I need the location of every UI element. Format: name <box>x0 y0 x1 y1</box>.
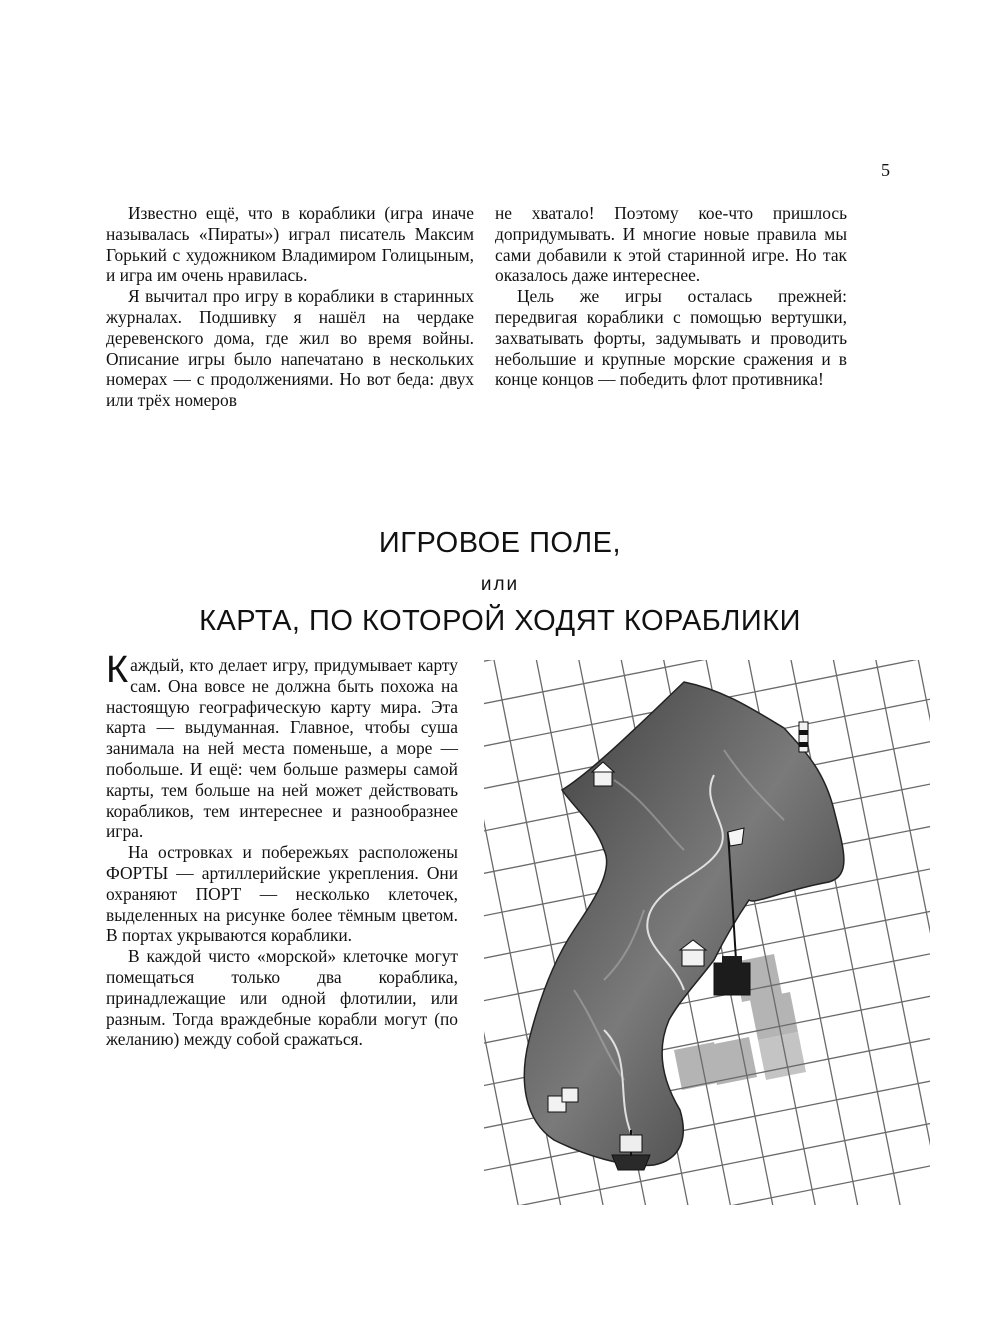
paragraph: Известно ещё, что в кораблики (игра иначе называлась «Пираты») играл писатель Максим Горький с художником Владимиром Голицыным, и игра им очень нравилась. <box>106 203 474 286</box>
paragraph: В каждой чисто «морской» клеточке могут помещаться только два кораблика, принадлежащие или одной флотилии, или разным. Тогда враждебные корабли могут (по желанию) между собой сражаться. <box>106 946 458 1050</box>
section-title: ИГРОВОЕ ПОЛЕ, <box>378 527 622 559</box>
paragraph: Я вычитал про игру в кораблики в старинных журналах. Подшивку я нашёл на чердаке деревенского дома, где жил во время войны. Описание игры было напечатано в нескольких номерах — с продолжениями. Но вот беда: двух или трёх номеров <box>106 286 474 411</box>
paragraph: На островках и побережьях расположены ФОРТЫ — артиллерийские укрепления. Они охраняют ПОРТ — несколько клеточек, выделенных на рисунке более тёмным цветом. В портах укрываются кораблики. <box>106 842 458 946</box>
section-subtitle: КАРТА, ПО КОТОРОЙ ХОДЯТ КОРАБЛИКИ <box>199 605 801 637</box>
top-left-column <box>106 203 474 411</box>
paragraph: не хватало! Поэтому кое-что пришлось допридумывать. И многие новые правила мы сами добавили к этой старинной игре. Но так оказалось даже интереснее. <box>495 203 847 286</box>
lighthouse-icon <box>799 722 808 752</box>
top-right-column <box>495 203 847 390</box>
bottom-left-column <box>106 649 458 1050</box>
paragraph <box>106 649 458 842</box>
section-title-connector: или <box>480 574 520 595</box>
paragraph: Цель же игры осталась прежней: передвигая кораблики с помощью вертушки, захватывать форты, задумывать и проводить небольшие и крупные морские сражения и в конце концов — победить флот противника! <box>495 286 847 390</box>
game-map-illustration <box>484 660 930 1205</box>
page-number: 5 <box>881 160 890 180</box>
paragraph-text: аждый, кто делает игру, придумывает карту сам. Она вовсе не должна быть похожа на настоящую географическую карту мира. Эта карта — выдуманная. Главное, чтобы суша занимала на ней места поменьше, а море — побольше. И ещё: чем больше размеры самой карты, тем больше на ней может действовать корабликов, тем интереснее и разнообразнее игра. <box>106 655 458 842</box>
drop-cap: К <box>106 649 129 691</box>
game-map-svg <box>484 660 930 1205</box>
